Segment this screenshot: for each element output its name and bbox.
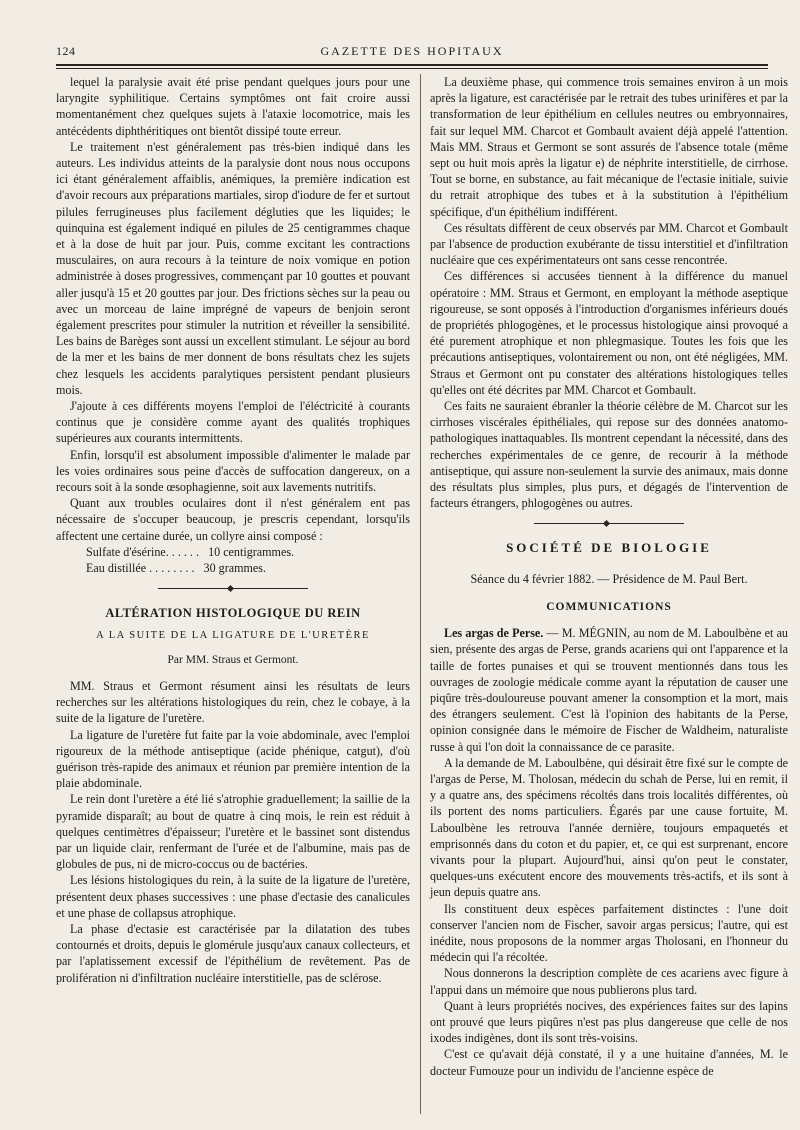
page-number: 124 xyxy=(56,44,76,58)
header-rule xyxy=(56,64,768,66)
paragraph: Ces résultats diffèrent de ceux observés par MM. Charcot et Gombault par l'absence de production exubérante de tissu interstitiel et d'infiltration nucléaire que ces expérimentateurs ont sans cesse rencontrée. xyxy=(430,220,788,268)
paragraph: La deuxième phase, qui commence trois semaines environ à un mois après la ligature, est caractérisée par le retrait des tubes urinifères et par la transformation de leur épithélium en cellules neutres ou embryonnaires, fait sur lequel MM. Charcot et Gombault avaient déjà appelé l'attention. Mais MM. Straus et Germont se sont assurés de l'absence totale (même sept ou huit mois après la ligatur e) de néphrite interstitielle, de cirrhose. Tout se borne, en substance, au fait mécanique de l'ectasie initiale, suivie du retrait atrophique des tubes et à la substitution à l'épithélium spécifique, d'un épithélium indifférent. xyxy=(430,75,788,219)
page-header xyxy=(56,44,768,64)
prescription-line: Eau distillée . . . . . . . . 30 grammes. xyxy=(86,561,267,576)
paragraph: Quant aux troubles oculaires dont il n'est généralem ent pas nécessaire de s'occuper beaucoup, je prescris cependant, lorsqu'ils affectent une certaine durée, un collyre ainsi composé : xyxy=(56,496,410,543)
journal-title: GAZETTE DES HOPITAUX xyxy=(320,44,504,58)
paragraph: Ces différences si accusées tiennent à la différence du manuel opératoire : MM. Straus et Germont, en employant la méthode aseptique rigoureuse, se sont opposés à l'introduction d'organismes inférieurs doués de propriétés phlogogènes, et le processus histologique ainsi provoqué a été purement atrophique et non phlegmasique. Toutes les fois que les précautions antiseptiques, volontairement ou non, ont été négligées, MM. Straus et Germont ont pu constater des altérations histologiques telles qu'elles ont été décrites par MM. Charcot et Gombault. xyxy=(430,269,788,397)
paragraph: J'ajoute à ces différents moyens l'emploi de l'éléctricité à courants continus que je considère comme ayant des qualités trophiques supérieures aux courants intermittents. xyxy=(56,399,410,446)
header-rule-thin xyxy=(56,68,768,69)
section-separator xyxy=(56,586,410,591)
paragraph: Le traitement n'est généralement pas très-bien indiqué dans les auteurs. Les individus atteints de la paralysie dont nous nous occupons ici étant généralement affaiblis, anémiques, la première indication est d'avoir recours aux préparations martiales, sirop d'iodure de fer et surtout pilules ferrugineuses plus facilement dégluties que les liquides; le quinquina est également indiqué en pilules de 25 centigrammes chaque et à la dose de huit par jour. Puis, comme excitant les contractions musculaires, on aura recours à la teinture de noix vomique en potion administrée à doses progressives, commençant par 10 gouttes et pouvant aller jusqu'à 15 et 20 gouttes par jour. Des frictions sèches sur la peau ou avec un morceau de laine imprégné de vapeurs de benjoin seront également prescrites pour stimuler la nutrition et réveiller la sensibilité. Les bains de Barèges sont aussi un excellent stimulant. Le séjour au bord de la mer et les bains de mer donnent de bons résultats chez les sujets chez lesquels les accidents paralytiques persistent pendant plusieurs mois. xyxy=(56,139,410,397)
paragraph: A la demande de M. Laboulbène, qui désirait être fixé sur le compte de l'argas de Perse, M. Tholosan, médecin du schah de Perse, lui en remit, il y a quatre ans, des spécimens récoltés dans trois localités différentes, où ils portent des noms particuliers. Égarés par une cause fortuite, M. Laboulbène les retrouva l'année dernière, toujours empaquetés et emprisonnés dans du coton et du papier, et, ce qui est surprenant, encore vivants pour la plupart. Aujourd'hui, ainsi qu'on peut le constater, quelques-uns exécutent encore des mouvements très-actifs, et ils sont à jeun depuis quatre ans. xyxy=(430,755,788,900)
section-separator xyxy=(430,521,788,526)
article-title: ALTÉRATION HISTOLOGIQUE DU REIN xyxy=(105,606,361,621)
paragraph: La ligature de l'uretère fut faite par la voie abdominale, avec l'emploi rigoureux de la méthode antiseptique (acide phénique, catgut), d'où guérison très-rapide des animaux et réunion par première intention de la plaie abdominale. xyxy=(56,727,410,791)
left-column xyxy=(56,74,410,986)
paragraph: Les lésions histologiques du rein, à la suite de la ligature de l'uretère, présentent deux phases successives : une phase d'ectasie des canalicules et une phase de collapsus atrophique. xyxy=(56,873,410,920)
article-subtitle: A LA SUITE DE LA LIGATURE DE L'URETÈRE xyxy=(96,629,370,641)
lead-title: Les argas de Perse. xyxy=(444,626,544,641)
paragraph: Ces faits ne sauraient ébranler la théorie célèbre de M. Charcot sur les cirrhoses viscérales épithéliales, qui repose sur des données anatomo-pathologiques inattaquables. Ils montrent cependant la nécessité, dans des recherches expérimentales de ce genre, de recourir à la méthode antiseptique, qui assure non-seulement la survie des animaux, mais donne des résultats plus simples, plus purs, et dégagés de l'intervention de facteurs étrangers, phlogogènes ou autres. xyxy=(430,399,788,511)
paragraph: Nous donnerons la description complète de ces acariens avec figure à l'appui dans un mémoire que nous publierons plus tard. xyxy=(430,966,788,997)
paragraph: lequel la paralysie avait été prise pendant quelques jours pour une laryngite syphilitique. Certains symptômes ont fait croire aussi momentanément chez quelques sujets à l'ataxie locomotrice, mais les antécédents diphthéritiques ont bientôt dissipé toute erreur. xyxy=(56,75,410,138)
article-authors: Par MM. Straus et Germont. xyxy=(167,653,299,666)
paragraph: MM. Straus et Germont résument ainsi les résultats de leurs recherches sur les altérations histologiques du rein, chez le cobaye, à la suite de la ligature de l'uretère. xyxy=(56,678,410,726)
paragraph: Le rein dont l'uretère a été lié s'atrophie graduellement; la saillie de la pyramide disparaît; au bout de quatre à cinq mois, le rein est réduit à quelques centimètres d'épaisseur; l'uretère et le bassinet sont distendus par un liquide clair, renfermant de l'urée et de l'albumine, mais pas de globules de pus, ni de micro-coccus ou de bactéries. xyxy=(56,792,410,872)
section-title: SOCIÉTÉ DE BIOLOGIE xyxy=(506,540,712,556)
paragraph: Ils constituent deux espèces parfaitement distinctes : l'une doit conserver l'ancien nom de Fischer, savoir argas persicus; l'autre, qui est inédite, nous proposons de la nommer argas Tholosani, en l'honneur du médecin qui l'a récoltée. xyxy=(430,901,788,965)
column-divider xyxy=(420,74,421,1114)
communications-heading: COMMUNICATIONS xyxy=(546,600,672,613)
paragraph xyxy=(430,625,788,755)
paragraph: Quant à leurs propriétés nocives, des expériences faites sur des lapins ont prouvé que leurs piqûres n'est pas plus dangereuse que celle de nos ixodes indigènes, dont ils sont très-voisins. xyxy=(430,998,788,1046)
paragraph: C'est ce qu'avait déjà constaté, il y a une huitaine d'années, M. le docteur Fumouze pour un individu de l'ancienne espèce de xyxy=(430,1047,788,1078)
meeting-line: Séance du 4 février 1882. — Présidence de M. Paul Bert. xyxy=(470,571,748,586)
paragraph: La phase d'ectasie est caractérisée par la dilatation des tubes contournés et droits, depuis le glomérule jusqu'aux canaux collecteurs, et par l'aplatissement excessif de l'épithélium de revêtement. Pas de prolifération ni d'infiltration nucléaire interstitielle, pas de sclérose. xyxy=(56,921,410,985)
right-column xyxy=(430,74,788,1079)
prescription-line: Sulfate d'ésérine. . . . . . 10 centigrammes. xyxy=(86,544,295,559)
paragraph: Enfin, lorsqu'il est absolument impossible d'alimenter le malade par les voies ordinaires sous peine d'accès de suffocation dangereux, on a recours soit à la sonde œsophagienne, soit aux lavements nutritifs. xyxy=(56,447,410,495)
lead-text: — M. MÉGNIN, au nom de M. Laboulbène et au sien, présente des argas de Perse, grands acariens qui ont l'apparence et la taille de fortes punaises et qui se trouvent mentionnés dans tous les ouvrages de zoologie médicale comme ayant la réputation de causer une piqûre très-douloureuse pouvant amener la consomption et la mort, mais des étrangers seulement. C'est là l'opinion des habitants de la Perse, opinion consignée dans le mémoire de Fischer de Waldheim, naturaliste russe à qui l'on doit la connaissance de ce parasite. xyxy=(430,626,788,754)
